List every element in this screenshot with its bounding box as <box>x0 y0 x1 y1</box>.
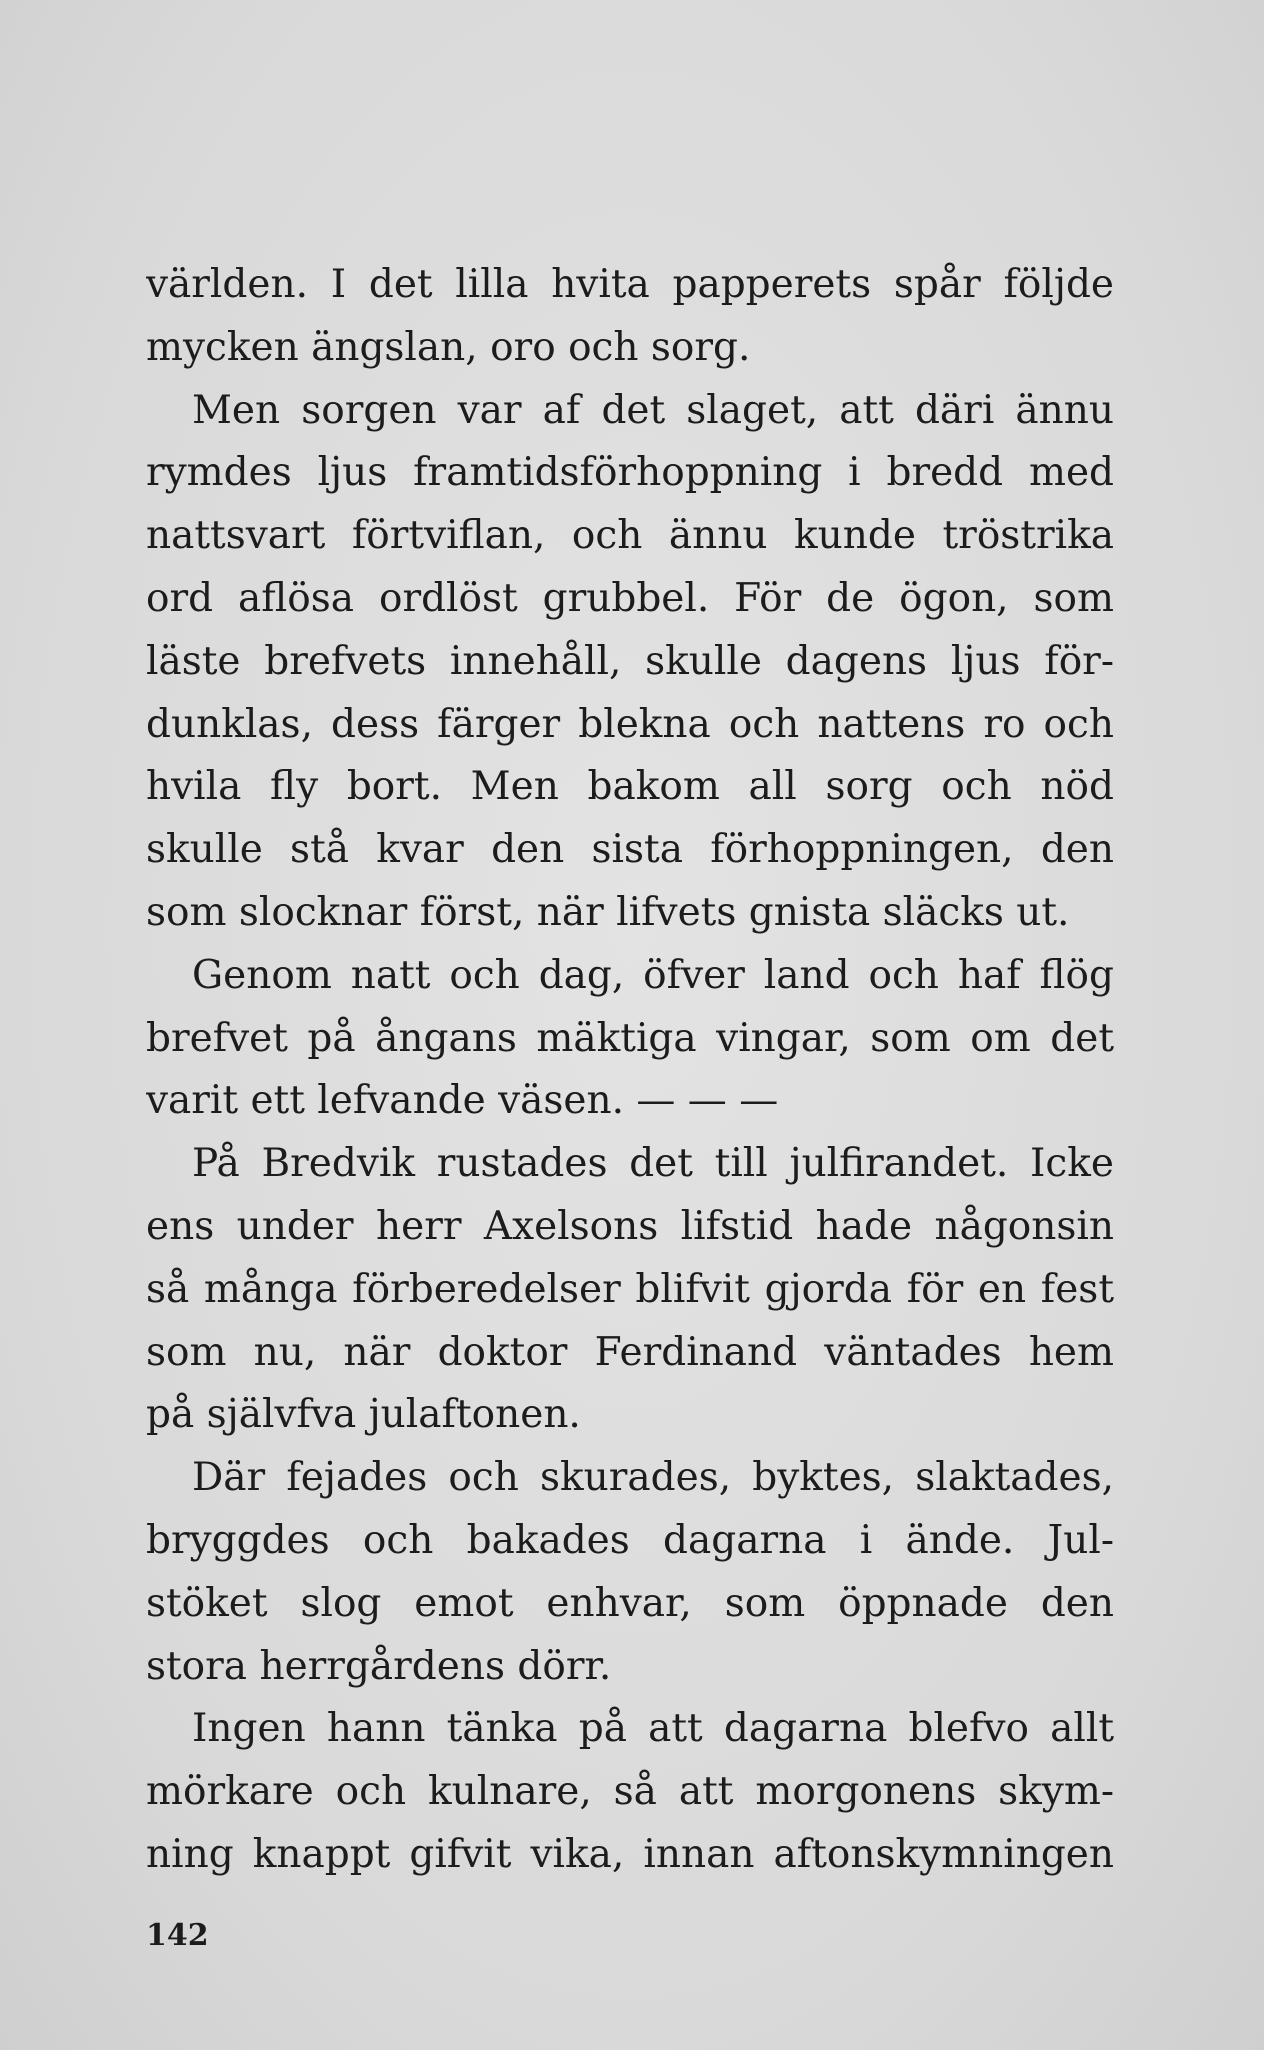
text-line: nattsvart förtviflan, och ännu kunde tröstrika <box>146 513 1114 559</box>
text-line: Men sorgen var af det slaget, att däri ännu <box>192 387 1114 433</box>
text-line: läste brefvets innehåll, skulle dagens ljus för- <box>146 638 1114 684</box>
text-line: så många förberedelser blifvit gjorda för en fest <box>146 1266 1114 1312</box>
text-line: stora herrgårdens dörr. <box>146 1643 612 1689</box>
body-text <box>146 254 1114 1887</box>
text-line: mycken ängslan, oro och sorg. <box>146 324 751 370</box>
text-line: hvila fly bort. Men bakom all sorg och nöd <box>146 764 1114 810</box>
text-line: ens under herr Axelsons lifstid hade någonsin <box>146 1203 1114 1249</box>
text-line: på självfva julaftonen. <box>146 1392 581 1438</box>
text-line: Ingen hann tänka på att dagarna blefvo allt <box>192 1706 1114 1752</box>
text-line: som slocknar först, när lifvets gnista släcks ut. <box>146 889 1070 935</box>
page-number: 142 <box>146 1918 209 1953</box>
text-line: som nu, när doktor Ferdinand väntades hem <box>146 1329 1114 1375</box>
text-line: På Bredvik rustades det till julfirandet. Icke <box>192 1141 1114 1187</box>
text-line: Genom natt och dag, öfver land och haf flög <box>192 952 1114 998</box>
text-line: stöket slog emot enhvar, som öppnade den <box>146 1580 1114 1626</box>
text-line: varit ett lefvande väsen. — — — <box>146 1078 779 1124</box>
text-line: mörkare och kulnare, så att morgonens skym- <box>146 1769 1114 1815</box>
text-line: dunklas, dess färger blekna och nattens ro och <box>146 701 1114 747</box>
text-line: skulle stå kvar den sista förhoppningen, den <box>146 827 1114 873</box>
text-line: världen. I det lilla hvita papperets spår följde <box>146 262 1114 307</box>
text-line: brefvet på ångans mäktiga vingar, som om det <box>146 1015 1114 1061</box>
text-line: Där fejades och skurades, byktes, slaktades, <box>192 1455 1114 1501</box>
text-line: rymdes ljus framtidsförhoppning i bredd med <box>146 450 1114 496</box>
text-line: bryggdes och bakades dagarna i ände. Jul- <box>146 1517 1114 1563</box>
text-line: ord aflösa ordlöst grubbel. För de ögon, som <box>146 575 1114 621</box>
text-line: ning knappt gifvit vika, innan aftonskymningen <box>146 1831 1114 1877</box>
